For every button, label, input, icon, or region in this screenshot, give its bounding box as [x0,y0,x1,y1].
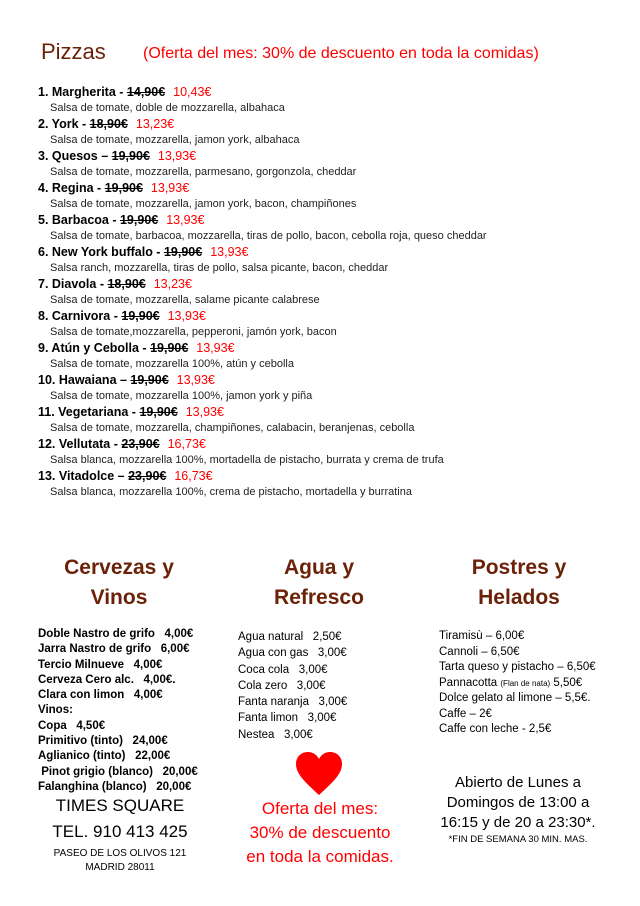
menu-item: Falanghina (blanco) 20,00€ [38,780,192,793]
offer-banner: (Oferta del mes: 30% de descuento en toda la comidas) [143,45,539,62]
pizza-title [38,308,618,324]
pizza-title [38,212,618,228]
new-price: 13,93€ [196,341,235,355]
menu-item: Tercio Milnueve 4,00€ [38,658,163,671]
old-price: 19,90€ [119,213,159,227]
menu-item: Coca cola 3,00€ [238,663,328,676]
pizza-title [38,244,618,260]
new-price: 13,23€ [153,277,192,291]
heading-line: Vinos [90,586,148,609]
menu-item: Tarta queso y pistacho – 6,50€ [439,661,596,673]
pizza-item [38,244,618,276]
new-price: 13,93€ [157,149,197,163]
menu-item: Cannoli – 6,50€ [439,645,520,658]
heading-line: Cervezas y [64,556,174,579]
drinks-list [38,627,198,795]
new-price: 13,23€ [135,117,175,131]
pizza-item [38,212,618,244]
pizza-title [38,404,618,420]
new-price: 16,73€ [167,437,206,451]
menu-item: Tiramisù – 6,00€ [439,630,525,642]
pizza-item [38,340,618,372]
menu-item: Aglianico (tinto) 22,00€ [38,750,171,763]
desserts-list [439,629,596,738]
old-price: 19,90€ [150,341,189,355]
pizza-item [38,84,618,116]
pizza-description: Salsa de tomate, mozzarella, jamon york, bacon, champiñones [50,198,357,210]
new-price: 13,93€ [167,309,206,323]
phone[interactable]: TEL. 910 413 425 [52,822,188,841]
pizza-description: Salsa de tomate, mozzarella 100%, atún y cebolla [50,358,294,370]
pizza-description: Salsa de tomate, mozzarella, parmesano, gorgonzola, cheddar [50,166,357,178]
menu-item: Dolce gelato al limone – 5,5€. [439,692,591,704]
offer-line: 30% de descuento [249,823,391,842]
opening-hours [418,773,618,847]
menu-item: Fanta limon 3,00€ [238,712,337,725]
old-price: 19,90€ [111,149,150,163]
pizza-name: 3. Quesos – [38,149,112,163]
menu-item: Clara con limon 4,00€ [38,689,163,702]
menu-item: Nestea 3,00€ [238,728,313,741]
new-price: 13,93€ [150,181,190,195]
old-price: 19,90€ [121,309,160,323]
old-price: 19,90€ [104,181,143,195]
menu-item: Pinot grigio (blanco) 20,00€ [38,765,198,778]
pizza-list [38,84,618,500]
pizza-name: 12. Vellutata - [38,437,122,451]
heading-line: Helados [478,586,560,609]
restaurant-name: TIMES SQUARE [55,796,185,815]
item-name: Pannacotta [439,676,501,689]
desserts-heading [419,553,619,613]
old-price: 19,90€ [130,373,169,387]
item-price: 5,50€ [550,676,583,689]
pizza-description: Salsa de tomate, doble de mozzarella, albahaca [50,102,285,114]
pizza-description: Salsa de tomate, mozzarella, jamon york, albahaca [50,134,300,146]
heading-line: Refresco [274,586,364,609]
pizza-description: Salsa de tomate, mozzarella, salame picante calabrese [50,294,320,306]
menu-item: Vinos: [38,704,73,717]
address-line: MADRID 28011 [85,862,155,873]
pizza-name: 8. Carnivora - [38,309,122,323]
menu-item: Agua natural 2,50€ [238,631,342,643]
pizza-description: Salsa de tomate, barbacoa, mozzarella, tiras de pollo, bacon, cebolla roja, queso cheddar [50,230,487,242]
old-price: 18,90€ [107,277,146,291]
pizza-item [38,116,618,148]
hours-line: Abierto de Lunes a [455,774,581,791]
pizza-item [38,308,618,340]
offer-line: en toda la comidas. [246,847,394,866]
old-price: 18,90€ [89,117,128,131]
pizza-title [38,276,618,292]
hours-line: 16:15 y de 20 a 23:30*. [440,814,596,831]
heading-line: Postres y [471,556,567,579]
new-price: 13,93€ [210,245,249,259]
menu-item: Cerveza Cero alc. 4,00€. [38,673,176,686]
pizza-name: 9. Atún y Cebolla - [38,341,151,355]
pizza-item [38,468,618,500]
pizza-name: 13. Vitadolce – [38,469,129,483]
new-price: 10,43€ [173,85,212,99]
heart-icon [295,752,343,796]
old-price: 23,90€ [128,469,167,483]
item-note: (Flan de nata) [500,678,551,688]
address-line: PASEO DE LOS OLIVOS 121 [53,848,187,859]
pizza-title [38,84,618,100]
pizza-name: 2. York - [38,117,90,131]
menu-item: Fanta naranja 3,00€ [238,696,348,709]
pizza-name: 10. Hawaiana – [38,373,131,387]
heading-line: Agua y [283,556,354,579]
pizza-title [38,436,618,452]
old-price: 19,90€ [139,405,178,419]
pizza-name: 7. Diavola - [38,277,108,291]
hours-note: *FIN DE SEMANA 30 MIN. MAS. [448,834,588,845]
pizza-description: Salsa ranch, mozzarella, tiras de pollo, salsa picante, bacon, cheddar [50,262,389,274]
menu-item: Doble Nastro de grifo 4,00€ [38,628,194,640]
contact-info [20,793,220,875]
menu-item: Jarra Nastro de grifo 6,00€ [38,643,190,656]
pizza-title [38,180,618,196]
new-price: 13,93€ [176,373,215,387]
pizza-title [38,468,618,484]
hours-line: Domingos de 13:00 a [446,794,590,811]
page-title: Pizzas [41,39,106,64]
pizza-name: 1. Margherita - [38,85,127,99]
old-price: 23,90€ [121,437,160,451]
pizza-item [38,180,618,212]
pizza-description: Salsa de tomate, mozzarella 100%, jamon york y piña [50,390,313,402]
pizza-description: Salsa de tomate,mozzarella, pepperoni, jamón york, bacon [50,326,337,338]
new-price: 13,93€ [185,405,224,419]
pizza-description: Salsa blanca, mozzarella 100%, mortadella de pistacho, burrata y crema de trufa [50,454,444,466]
menu-item [439,676,596,692]
pizza-item [38,436,618,468]
menu-item: Cola zero 3,00€ [238,679,326,692]
menu-item: Caffe con leche - 2,5€ [439,723,552,735]
pizza-title [38,116,618,132]
pizza-name: 6. New York buffalo - [38,245,164,259]
menu-item: Agua con gas 3,00€ [238,647,347,660]
pizza-title [38,372,618,388]
old-price: 14,90€ [126,85,166,99]
pizza-name: 11. Vegetariana - [38,405,140,419]
offer-line: Oferta del mes: [261,799,379,818]
pizza-item [38,276,618,308]
pizza-item [38,372,618,404]
menu-item: Caffe – 2€ [439,707,492,720]
offer-note [220,797,420,869]
pizza-name: 5. Barbacoa - [38,213,120,227]
pizza-item [38,404,618,436]
water-list [238,629,347,743]
old-price: 19,90€ [163,245,203,259]
pizza-item [38,148,618,180]
menu-item: Primitivo (tinto) 24,00€ [38,735,168,748]
pizza-title [38,148,618,164]
pizza-name: 4. Regina - [38,181,105,195]
water-heading [219,553,419,613]
new-price: 13,93€ [166,213,205,227]
pizza-description: Salsa blanca, mozzarella 100%, crema de pistacho, mortadella y burratina [50,486,412,498]
pizza-title [38,340,618,356]
drinks-heading [19,553,219,613]
pizza-description: Salsa de tomate, mozzarella, champiñones, calabacin, beranjenas, cebolla [50,422,415,434]
menu-item: Copa 4,50€ [38,719,106,732]
new-price: 16,73€ [174,469,213,483]
